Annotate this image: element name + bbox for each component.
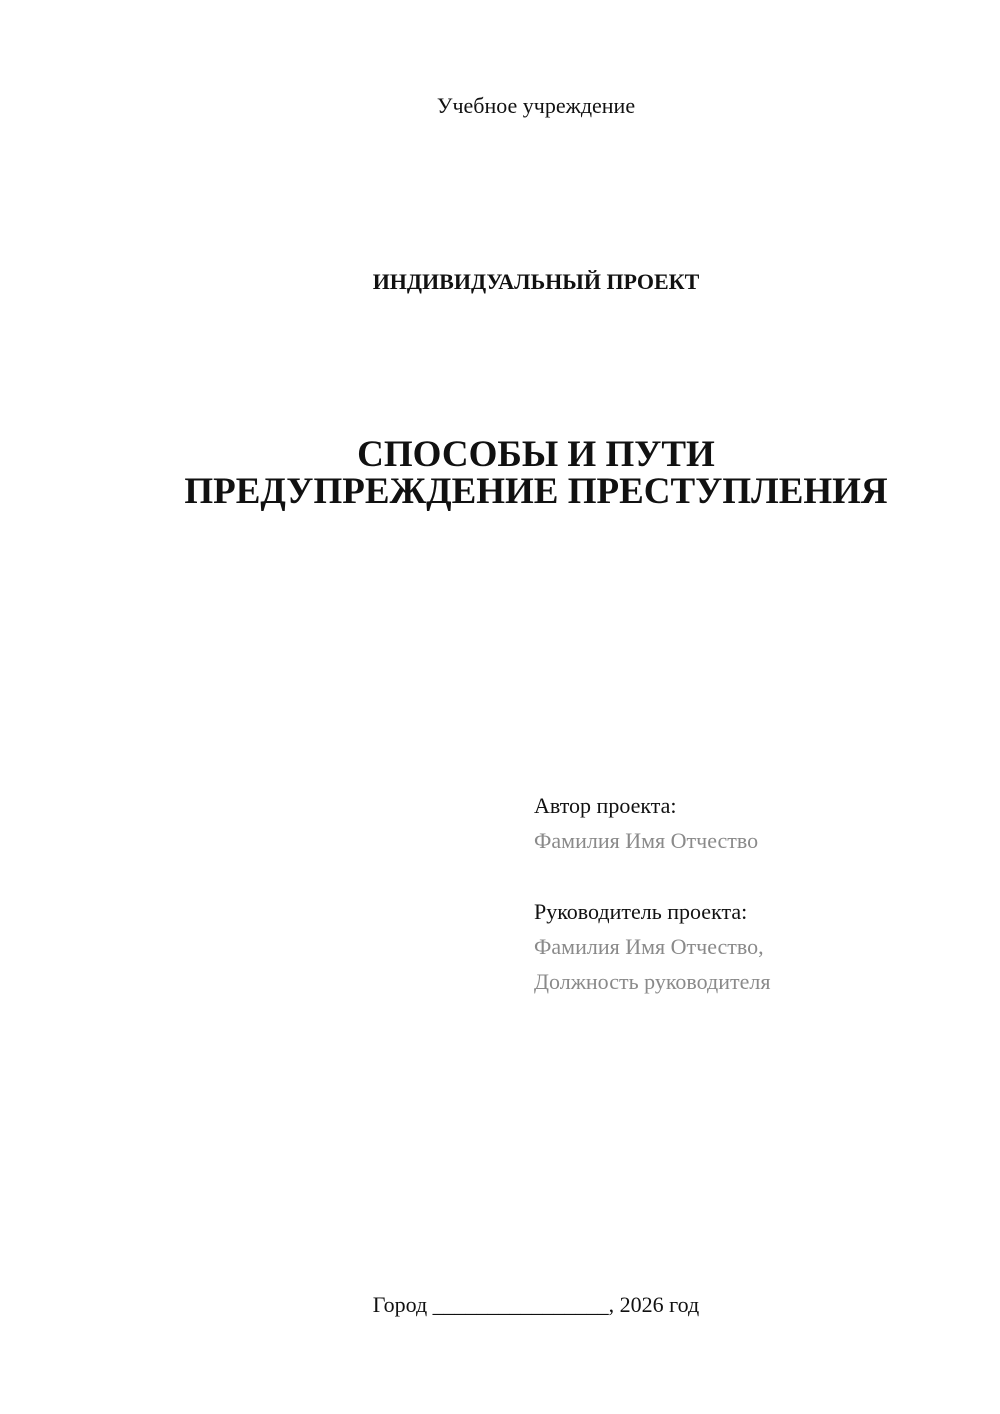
credits-block bbox=[534, 788, 974, 999]
project-title bbox=[0, 436, 1000, 510]
supervisor-name: Фамилия Имя Отчество, bbox=[534, 934, 764, 959]
document-type: ИНДИВИДУАЛЬНЫЙ ПРОЕКТ bbox=[372, 269, 700, 294]
author-name: Фамилия Имя Отчество bbox=[534, 828, 759, 853]
city-year-line: Город ________________, 2026 год bbox=[372, 1292, 700, 1317]
supervisor-position: Должность руководителя bbox=[534, 969, 771, 994]
author-label: Автор проекта: bbox=[534, 793, 677, 818]
institution-name: Учебное учреждение bbox=[436, 93, 636, 118]
credits-spacer bbox=[534, 858, 974, 894]
project-title-line-1: СПОСОБЫ И ПУТИ bbox=[357, 434, 715, 475]
supervisor-label: Руководитель проекта: bbox=[534, 899, 748, 924]
project-title-line-2: ПРЕДУПРЕЖДЕНИЕ ПРЕСТУПЛЕНИЯ bbox=[184, 471, 888, 512]
